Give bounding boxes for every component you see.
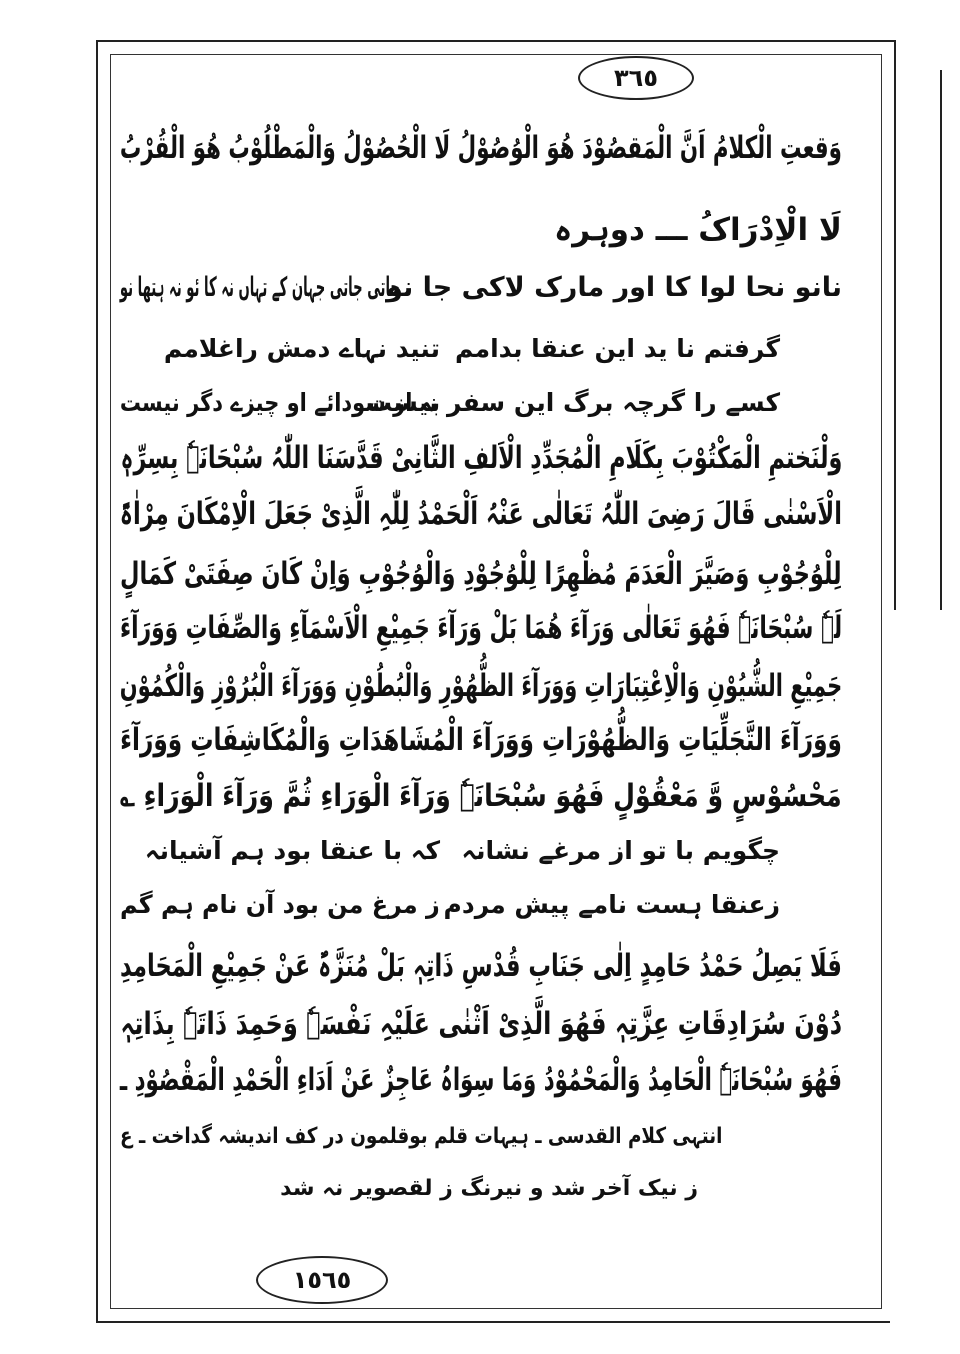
verse-right: گرفتم نا ید این عنقا بدامم [455,334,780,363]
page-number-bottom: ١٥٦٥ [256,1256,388,1304]
text-line: مَحْسُوْسٍ وَّ مَعْقُوْلٍ فَھُوَ سُبْحَانَہٗ وَرَآءَ الْوَرَاءِ ثُمَّ وَرَآءَ الْوَرَاءِ ؎ [120,778,842,814]
text-line: وَلْنَختمِ الْمَکْتُوْبَ بِکَلَامِ الْمُجَدِّدِ الْاَلفِ الثَّانِیْ قَدَّسَنَا اللّٰہُ سُبْحَانَہٗ بِسِرِّہٖ [120,440,842,476]
verse-right: کسے را گرچہ برگ این سفر نیست [366,388,780,417]
verse-left: تنید نہاے دمش راغلامم [163,334,440,363]
text-line: وَقعتِ الْکلامُ اَنَّ الْمَقصُوْدَ ھُوَ الْوُصُوْلُ لَا الْحُصُوْلُ وَالْمَطْلُوْبُ ھُوَ الْقُرْبُ [120,130,842,166]
text-line: فَھُوَ سُبْحَانَہٗ الْحَامِدُ وَالْمَحْمُوْدُ وَمَا سِوَاہُ عَاجِزٌ عَنْ اَدَاءِ الْحَمْدِ الْمَقْصُوْدِ ـ [120,1062,842,1098]
text-line: دُوْنَ سُرَادِقَاتِ عِزَّتِہٖ فَھُوَ الَّذِیْ اَثْنٰی عَلَیْہِ نَفْسَہٗ وَحَمِدَ ذَاتَہٗ بِذَاتِہٖ [120,1006,842,1042]
verse-left: کہ با عنقا بود ہم آشیانہ [144,836,440,865]
text-line: فَلَا یَصِلُ حَمْدُ حَامِدٍ اِلٰی جَنَابِ قُدْسِ ذَاتِہٖ بَلْ مُنَزَّہٌ عَنْ جَمِیْعِ الْمَحَامِدِ [120,948,842,984]
text-line: لَہٗ سُبْحَانَہٗ فَھُوَ تَعَالٰی وَرَآءَ ھُمَا بَلْ وَرَآءَ جَمِیْعِ الْاَسْمَآءِ وَالصِّفَاتِ وَوَرَآءَ [119,610,842,646]
page-number-top: ٣٦٥ [578,56,694,100]
text-line: لِلْوُجُوْبِ وَصَیَّرَ الْعَدَمَ مُظْھِرًا لِلْوُجُوْدِ وَالْوُجُوْبِ وَاِنْ کَانَ صِفَتَیْ کَمَالٍ [120,556,842,592]
text-line: جَمِیْعِ الشُّیُوْنِ وَالْاِعْتِبَارَاتِ وَوَرَآءَ الظُّھُوْرِ وَالْبُطُوْنِ وَوَرَآءَ الْبُرُوْزِ وَالْکُمُوْنِ [119,668,842,704]
verse-right: نانو نحا لوا کا اور مارک لاکی جا نو [386,272,842,303]
verse-right: چگویم با تو از مرغے نشانہ [461,836,780,865]
verse-right: زعنقا ہست نامے پیش مردم [443,890,780,919]
verse-left: ز مرغ من بود آن نام ہم گم [120,890,440,919]
margin-gap [890,610,960,1354]
verse-left: بہ از سودائے او چیزے دگر نیست [119,388,440,417]
text-line: ز نیک آخر شد و نیرنگ ز لقصویر نہ شد [280,1176,698,1201]
text-line: لَا الْاِدْرَاکُ ـــ دوہرہ [554,212,842,248]
text-line: انتہی کلام القدسی ـ ہیہات قلم بوقلمون در کف اندیشہ گداخت ـ ع [119,1124,722,1149]
text-line: وَوَرَآءَ التَّجَلِّیَاتِ وَالظُّھُوْرَاتِ وَوَرَآءَ الْمُشَاھَدَاتِ وَالْمُکَاشِفَاتِ وَوَرَآءَ [120,722,842,758]
text-line: الْاَسْنٰی قَالَ رَضِیَ اللّٰہُ تَعَالٰی عَنْہُ اَلْحَمْدُ لِلّٰہِ الَّذِیْ جَعَلَ الْاِمْکَانَ مِرْاٰۃً [119,496,842,532]
verse-left: جاتی جاتی جہان کے تہاں نہ کا ئو نہ ہتھا نو [119,272,400,303]
